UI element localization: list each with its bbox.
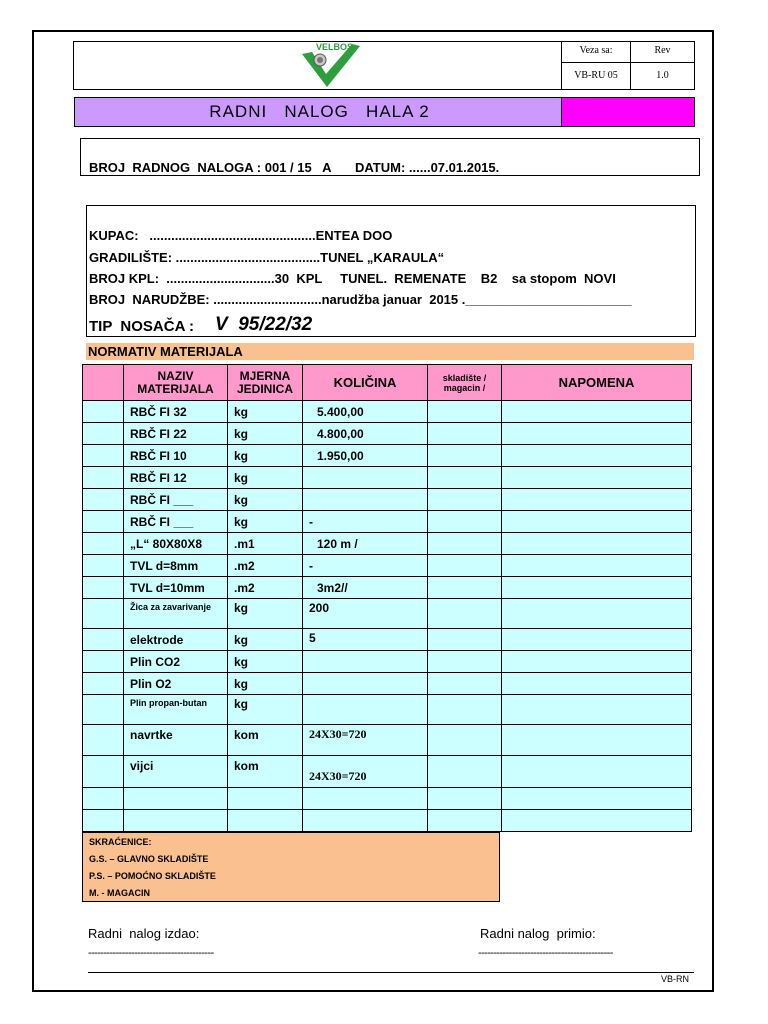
- material-name-cell: navrtke: [124, 725, 228, 756]
- unit-cell: kg: [228, 651, 303, 673]
- row-index-cell: [83, 445, 124, 467]
- document-title: RADNI NALOG HALA 2: [209, 102, 430, 121]
- material-name-cell: Plin propan-butan: [124, 695, 228, 725]
- note-cell: [502, 533, 692, 555]
- row-index-cell: [83, 401, 124, 423]
- table-row: [83, 489, 692, 511]
- order-date: DATUM: ......07.01.2015.: [355, 160, 500, 175]
- quantity-cell: 5: [303, 629, 428, 651]
- velbos-logo: [300, 42, 370, 88]
- storage-cell: [428, 788, 502, 810]
- table-row: [83, 788, 692, 810]
- unit-cell: [228, 788, 303, 810]
- col-header-kolicina: KOLIČINA: [303, 365, 428, 401]
- storage-cell: [428, 533, 502, 555]
- unit-cell: kg: [228, 423, 303, 445]
- note-cell: [502, 467, 692, 489]
- note-cell: [502, 756, 692, 788]
- note-cell: [502, 725, 692, 756]
- material-name-cell: Plin CO2: [124, 651, 228, 673]
- table-row: [83, 810, 692, 832]
- note-cell: [502, 599, 692, 629]
- document-header: [73, 41, 695, 90]
- row-index-cell: [83, 756, 124, 788]
- row-index-cell: [83, 577, 124, 599]
- row-index-cell: [83, 599, 124, 629]
- storage-cell: [428, 577, 502, 599]
- table-row: [83, 401, 692, 423]
- row-index-cell: [83, 695, 124, 725]
- unit-cell: kg: [228, 489, 303, 511]
- table-row: [83, 629, 692, 651]
- note-cell: [502, 577, 692, 599]
- quantity-cell: [303, 651, 428, 673]
- row-index-cell: [83, 511, 124, 533]
- material-name-cell: „L“ 80X80X8: [124, 533, 228, 555]
- quantity-cell: [303, 810, 428, 832]
- storage-cell: [428, 673, 502, 695]
- note-cell: [502, 695, 692, 725]
- storage-cell: [428, 489, 502, 511]
- row-index-cell: [83, 489, 124, 511]
- row-index-cell: [83, 467, 124, 489]
- unit-cell: .m2: [228, 555, 303, 577]
- col-header-index: [83, 365, 124, 401]
- material-name-cell: vijci: [124, 756, 228, 788]
- carrier-type-value: V 95/22/32: [215, 314, 313, 335]
- footer-code: VB-RN: [661, 974, 690, 984]
- quantity-cell: [303, 788, 428, 810]
- quantity-cell: 120 m /: [303, 533, 428, 555]
- material-name-cell: elektrode: [124, 629, 228, 651]
- table-row: [83, 725, 692, 756]
- quantity-cell: 4.800,00: [303, 423, 428, 445]
- table-row: [83, 695, 692, 725]
- storage-cell: [428, 467, 502, 489]
- storage-cell: [428, 810, 502, 832]
- unit-cell: kom: [228, 725, 303, 756]
- row-index-cell: [83, 555, 124, 577]
- quantity-cell: [303, 467, 428, 489]
- table-row: [83, 467, 692, 489]
- issued-by-label: Radni nalog izdao:: [88, 926, 200, 941]
- order-number: BROJ RADNOG NALOGA : 001 / 15 A: [89, 160, 332, 175]
- material-name-cell: RBČ FI ___: [124, 489, 228, 511]
- quantity-cell: 5.400,00: [303, 401, 428, 423]
- unit-cell: .m1: [228, 533, 303, 555]
- carrier-type-label: TIP NOSAČA :: [89, 318, 195, 335]
- storage-cell: [428, 599, 502, 629]
- unit-cell: [228, 810, 303, 832]
- material-name-cell: TVL d=8mm: [124, 555, 228, 577]
- materials-table: [82, 364, 692, 832]
- unit-cell: .m2: [228, 577, 303, 599]
- order-number-box: [80, 138, 700, 176]
- note-cell: [502, 629, 692, 651]
- storage-cell: [428, 423, 502, 445]
- table-row: [83, 511, 692, 533]
- unit-cell: kg: [228, 401, 303, 423]
- note-cell: [502, 423, 692, 445]
- material-name-cell: RBČ FI 32: [124, 401, 228, 423]
- material-name-cell: Plin O2: [124, 673, 228, 695]
- table-row: [83, 423, 692, 445]
- unit-cell: kg: [228, 467, 303, 489]
- storage-cell: [428, 756, 502, 788]
- note-cell: [502, 401, 692, 423]
- col-header-skladiste: skladište / magacin /: [428, 365, 502, 401]
- rev-label: Rev: [631, 42, 694, 63]
- storage-cell: [428, 651, 502, 673]
- unit-cell: kg: [228, 599, 303, 629]
- table-row: [83, 673, 692, 695]
- row-index-cell: [83, 725, 124, 756]
- abbreviation-ps: P.S. – POMOĆNO SKLADIŠTE: [89, 871, 216, 881]
- received-by-signature-line: --------------------------------------------: [478, 947, 613, 959]
- order-ref-line: BROJ NARUDŽBE: ..............................narudžba januar 2015 ._______________________: [89, 292, 632, 307]
- title-accent-block: [561, 98, 694, 126]
- note-cell: [502, 788, 692, 810]
- note-cell: [502, 445, 692, 467]
- quantity-cell: 24X30=720: [303, 725, 428, 756]
- quantity-cell: 3m2//: [303, 577, 428, 599]
- rev-value: 1.0: [656, 70, 669, 81]
- note-cell: [502, 555, 692, 577]
- unit-cell: kom: [228, 756, 303, 788]
- table-row: [83, 555, 692, 577]
- abbreviations-box: [82, 832, 500, 902]
- quantity-cell: 200: [303, 599, 428, 629]
- veza-label: Veza sa:: [562, 42, 631, 63]
- site-line: GRADILIŠTE: ........................................TUNEL „KARAULA“: [89, 250, 445, 265]
- doc-code: VB-RU 05: [562, 63, 631, 89]
- section-title: NORMATIV MATERIJALA: [86, 343, 694, 360]
- col-header-jedinica: MJERNA JEDINICA: [228, 365, 303, 401]
- row-index-cell: [83, 673, 124, 695]
- table-row: [83, 651, 692, 673]
- table-row: [83, 533, 692, 555]
- row-index-cell: [83, 651, 124, 673]
- note-cell: [502, 810, 692, 832]
- storage-cell: [428, 511, 502, 533]
- quantity-cell: 24X30=720: [303, 756, 428, 788]
- material-name-cell: Žica za zavarivanje: [124, 599, 228, 629]
- unit-cell: kg: [228, 695, 303, 725]
- storage-cell: [428, 725, 502, 756]
- storage-cell: [428, 401, 502, 423]
- unit-cell: kg: [228, 673, 303, 695]
- unit-cell: kg: [228, 445, 303, 467]
- quantity-cell: [303, 673, 428, 695]
- material-name-cell: TVL d=10mm: [124, 577, 228, 599]
- col-header-napomena: NAPOMENA: [502, 365, 692, 401]
- table-row: [83, 599, 692, 629]
- note-cell: [502, 489, 692, 511]
- row-index-cell: [83, 788, 124, 810]
- note-cell: [502, 651, 692, 673]
- document-meta: [561, 42, 694, 89]
- note-cell: [502, 511, 692, 533]
- issued-by-signature-line: -----------------------------------------: [88, 947, 214, 959]
- note-cell: [502, 673, 692, 695]
- title-bar: [74, 97, 695, 127]
- row-index-cell: [83, 810, 124, 832]
- storage-cell: [428, 555, 502, 577]
- logo-text: VELBOS: [316, 42, 354, 52]
- material-name-cell: RBČ FI 12: [124, 467, 228, 489]
- quantity-cell: [303, 489, 428, 511]
- table-row: [83, 445, 692, 467]
- col-header-naziv: NAZIV MATERIJALA: [124, 365, 228, 401]
- storage-cell: [428, 445, 502, 467]
- material-name-cell: RBČ FI ___: [124, 511, 228, 533]
- order-info-box: [86, 205, 696, 337]
- storage-cell: [428, 629, 502, 651]
- material-name-cell: RBČ FI 10: [124, 445, 228, 467]
- row-index-cell: [83, 533, 124, 555]
- customer-line: KUPAC: ..............................................ENTEA DOO: [89, 228, 393, 243]
- quantity-cell: -: [303, 555, 428, 577]
- abbreviation-m: M. - MAGACIN: [89, 888, 150, 898]
- quantity-cell: [303, 695, 428, 725]
- quantity-cell: 1.950,00: [303, 445, 428, 467]
- quantity-cell: -: [303, 511, 428, 533]
- footer-rule: [88, 972, 694, 973]
- table-row: [83, 577, 692, 599]
- unit-cell: kg: [228, 629, 303, 651]
- row-index-cell: [83, 423, 124, 445]
- kpl-line: BROJ KPL: ..............................30 KPL TUNEL. REMENATE B2 sa stopom NOVI: [89, 271, 616, 286]
- abbreviations-title: SKRAĆENICE:: [89, 837, 152, 847]
- abbreviation-gs: G.S. – GLAVNO SKLADIŠTE: [89, 854, 209, 864]
- material-name-cell: [124, 788, 228, 810]
- unit-cell: kg: [228, 511, 303, 533]
- row-index-cell: [83, 629, 124, 651]
- received-by-label: Radni nalog primio:: [480, 926, 596, 941]
- table-row: [83, 756, 692, 788]
- material-name-cell: [124, 810, 228, 832]
- table-header-row: [83, 365, 692, 401]
- storage-cell: [428, 695, 502, 725]
- material-name-cell: RBČ FI 22: [124, 423, 228, 445]
